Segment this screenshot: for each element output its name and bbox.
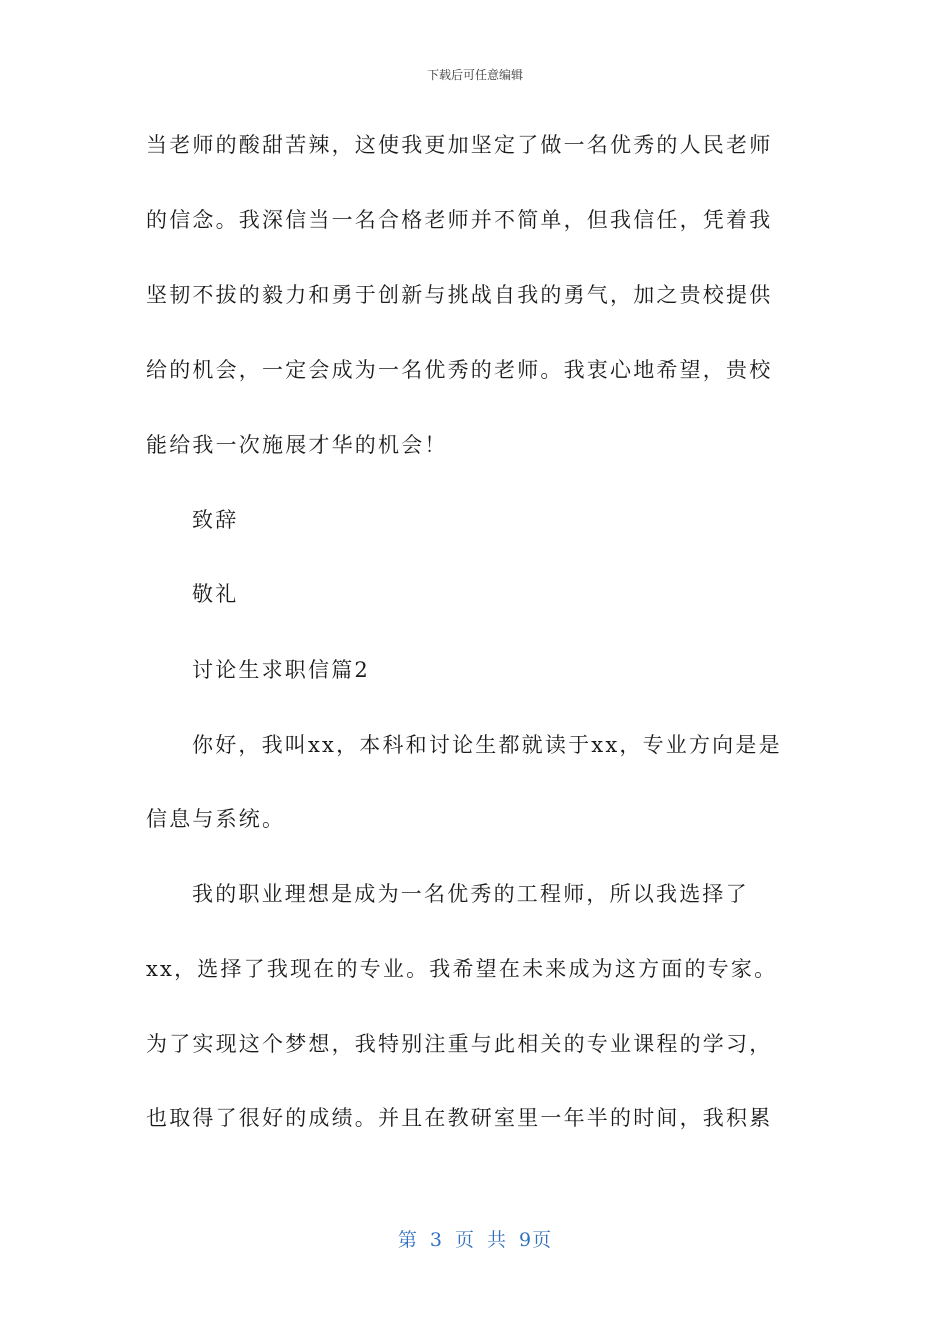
section-title: 讨论生求职信篇2 xyxy=(192,658,370,682)
text-line: 我的职业理想是成为一名优秀的工程师，所以我选择了 xyxy=(192,882,749,906)
text-line: 坚韧不拔的毅力和勇于创新与挑战自我的勇气，加之贵校提供 xyxy=(146,283,773,307)
text-line: 你好，我叫xx，本科和讨论生都就读于xx，专业方向是是 xyxy=(192,733,782,757)
total-pages: 9页 xyxy=(519,1229,553,1251)
page-footer xyxy=(0,1225,950,1252)
page-unit-label: 页 xyxy=(454,1229,475,1251)
text-line: 的信念。我深信当一名合格老师并不简单，但我信任，凭着我 xyxy=(146,208,773,232)
current-page-number: 3 xyxy=(429,1229,443,1251)
text-line: 信息与系统。 xyxy=(146,807,286,831)
text-line: 为了实现这个梦想，我特别注重与此相关的专业课程的学习， xyxy=(146,1032,773,1056)
page-label: 第 xyxy=(397,1229,418,1251)
text-line: xx，选择了我现在的专业。我希望在未来成为这方面的专家。 xyxy=(146,957,778,981)
text-line: 也取得了很好的成绩。并且在教研室里一年半的时间，我积累 xyxy=(146,1106,773,1130)
total-label: 共 xyxy=(487,1229,508,1251)
text-line: 给的机会，一定会成为一名优秀的老师。我衷心地希望，贵校 xyxy=(146,358,773,382)
closing-salutation: 致辞 xyxy=(192,508,239,532)
closing-regards: 敬礼 xyxy=(192,582,239,606)
page-header: 下载后可任意编辑 xyxy=(426,68,523,82)
text-line: 能给我一次施展才华的机会！ xyxy=(146,433,448,457)
text-line: 当老师的酸甜苦辣，这使我更加坚定了做一名优秀的人民老师 xyxy=(146,133,773,157)
